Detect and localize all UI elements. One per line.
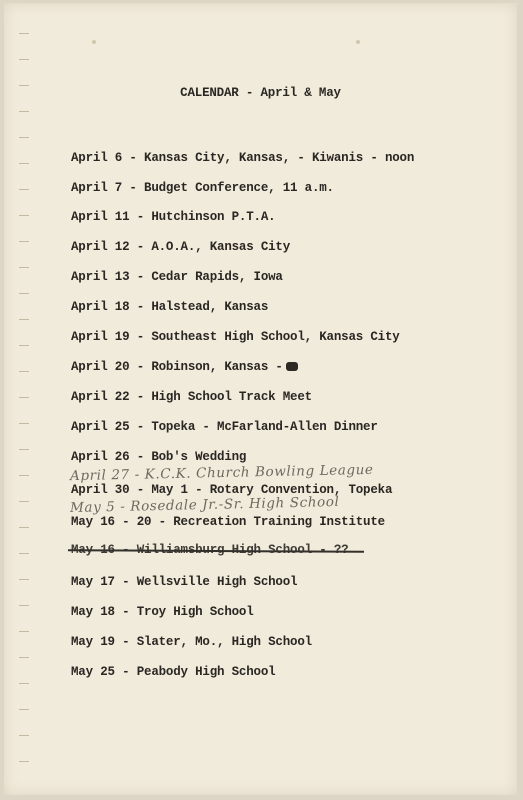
- handwritten-note: May 5 - Rosedale Jr.-Sr. High School: [69, 493, 340, 517]
- calendar-entry: May 16 - 20 - Recreation Training Institute: [71, 515, 385, 529]
- margin-tick: [19, 189, 29, 190]
- handwritten-note: April 27 - K.C.K. Church Bowling League: [69, 461, 374, 485]
- calendar-entry: May 19 - Slater, Mo., High School: [71, 635, 312, 649]
- punch-hole: [356, 40, 360, 44]
- calendar-entry: April 26 - Bob's Wedding: [71, 450, 247, 464]
- calendar-entry: April 19 - Southeast High School, Kansas City: [71, 330, 400, 344]
- calendar-entry: May 18 - Troy High School: [71, 605, 254, 619]
- margin-tick: [19, 423, 29, 424]
- margin-tick: [19, 137, 29, 138]
- margin-tick: [19, 605, 29, 606]
- calendar-entry: April 13 - Cedar Rapids, Iowa: [71, 270, 283, 284]
- margin-tick: [19, 397, 29, 398]
- margin-tick: [19, 631, 29, 632]
- punch-hole: [92, 40, 96, 44]
- margin-tick: [19, 683, 29, 684]
- margin-tick: [19, 163, 29, 164]
- margin-tick: [19, 241, 29, 242]
- margin-tick: [19, 527, 29, 528]
- calendar-entry: April 11 - Hutchinson P.T.A.: [71, 210, 276, 224]
- margin-tick: [19, 709, 29, 710]
- calendar-entry: April 25 - Topeka - McFarland-Allen Dinner: [71, 420, 378, 434]
- margin-tick: [19, 33, 29, 34]
- margin-tick: [19, 345, 29, 346]
- margin-tick: [19, 735, 29, 736]
- margin-tick: [19, 501, 29, 502]
- margin-tick: [19, 59, 29, 60]
- calendar-entry: April 6 - Kansas City, Kansas, - Kiwanis - noon: [71, 151, 415, 165]
- margin-tick: [19, 449, 29, 450]
- calendar-entry: May 25 - Peabody High School: [71, 665, 276, 679]
- margin-tick: [19, 371, 29, 372]
- margin-tick: [19, 579, 29, 580]
- document-page: [4, 3, 517, 795]
- calendar-entry: May 17 - Wellsville High School: [71, 575, 298, 589]
- margin-tick: [19, 553, 29, 554]
- ink-blot: [286, 362, 298, 371]
- margin-tick: [19, 293, 29, 294]
- calendar-entry: April 22 - High School Track Meet: [71, 390, 312, 404]
- margin-tick: [19, 111, 29, 112]
- calendar-entry: April 18 - Halstead, Kansas: [71, 300, 269, 314]
- margin-tick: [19, 761, 29, 762]
- margin-tick: [19, 215, 29, 216]
- margin-tick: [19, 267, 29, 268]
- calendar-entry: April 12 - A.O.A., Kansas City: [71, 240, 291, 254]
- margin-tick: [19, 319, 29, 320]
- margin-tick: [19, 475, 29, 476]
- margin-tick: [19, 657, 29, 658]
- calendar-entry: April 30 - May 1 - Rotary Convention, Topeka: [71, 483, 393, 497]
- calendar-entry: April 7 - Budget Conference, 11 a.m.: [71, 181, 334, 195]
- calendar-entry: [71, 360, 298, 374]
- page-title: CALENDAR - April & May: [180, 86, 341, 100]
- entry-text: April 20 - Robinson, Kansas -: [71, 360, 283, 374]
